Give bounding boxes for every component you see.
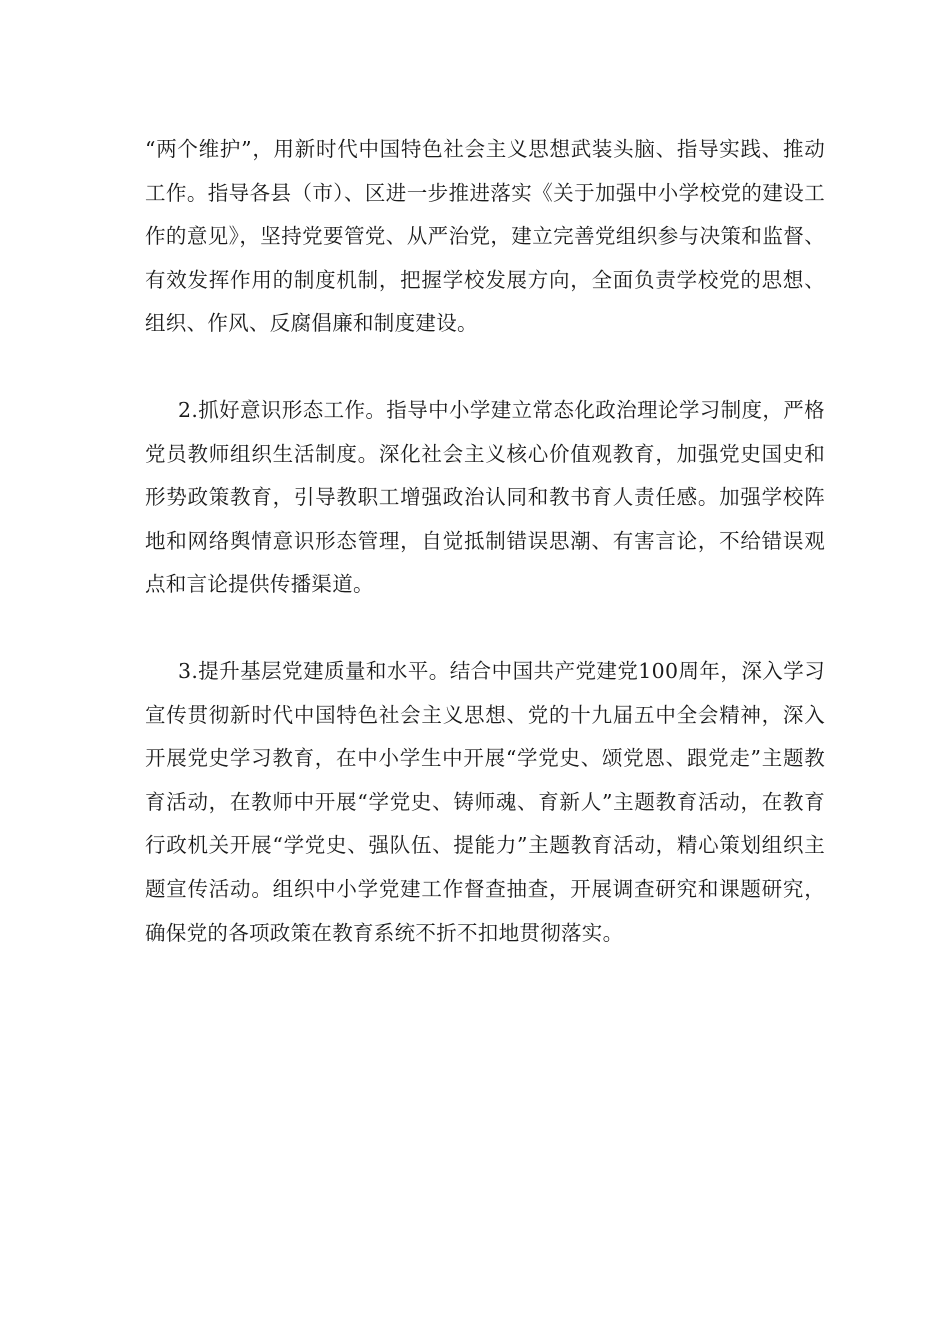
document-body xyxy=(145,128,825,955)
paragraph-item-3: 3.提升基层党建质量和水平。结合中国共产党建党100周年，深入学习宣传贯彻新时代中国特色社会主义思想、党的十九届五中全会精神，深入开展党史学习教育，在中小学生中开展“学党史、颂党恩、跟党走”主题教育活动，在教师中开展“学党史、铸师魂、育新人”主题教育活动，在教育行政机关开展“学党史、强队伍、提能力”主题教育活动，精心策划组织主题宣传活动。组织中小学党建工作督查抽查，开展调查研究和课题研究，确保党的各项政策在教育系统不折不扣地贯彻落实。 xyxy=(145,658,825,945)
paragraph-continuation: “两个维护”，用新时代中国特色社会主义思想武装头脑、指导实践、推动工作。指导各县（市）、区进一步推进落实《关于加强中小学校党的建设工作的意见》，坚持党要管党、从严治党，建立完善党组织参与决策和监督、有效发挥作用的制度机制，把握学校发展方向，全面负责学校党的思想、组织、作风、反腐倡廉和制度建设。 xyxy=(145,137,825,336)
paragraph-item-2: 2.抓好意识形态工作。指导中小学建立常态化政治理论学习制度，严格党员教师组织生活制度。深化社会主义核心价值观教育，加强党史国史和形势政策教育，引导教职工增强政治认同和教书育人责任感。加强学校阵地和网络舆情意识形态管理，自觉抵制错误思潮、有害言论，不给错误观点和言论提供传播渠道。 xyxy=(145,397,825,597)
